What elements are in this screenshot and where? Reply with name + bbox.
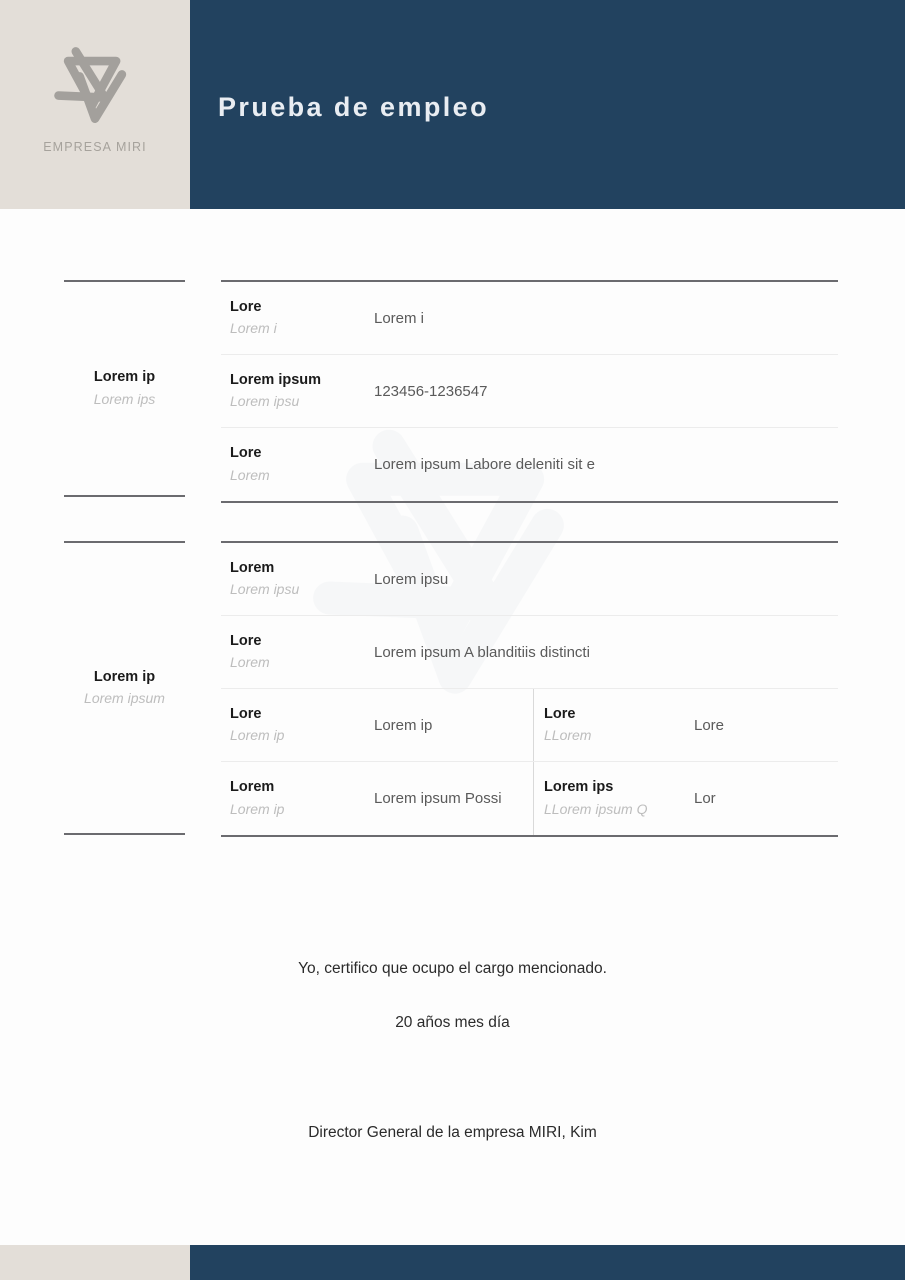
certification-statement-row [0,960,905,978]
certification-date: 20 años mes día [395,1014,510,1031]
row-key-sub: Lorem i [230,320,277,337]
row-key-cell [221,282,369,354]
brand-block [0,0,190,209]
footer-beige-block [0,1245,190,1280]
footer-navy-block [190,1245,905,1280]
row-key-sub: Lorem ip [230,727,285,744]
table-row [221,282,838,355]
row-value-cell: Lorem i [374,309,425,327]
certification-statement: Yo, certifico que ocupo el cargo mencionado. [298,960,607,977]
triangle-knot-logo-icon [47,38,143,134]
table-row [221,543,838,616]
row-value-cell: Lorem ipsum A blanditiis distincti [374,643,590,661]
table-row [221,355,838,428]
row-value-cell: 123456-1236547 [374,382,488,400]
row-key-cell [534,689,689,761]
row-value-cell: Lorem ipsu [374,570,449,588]
row-key-sub: Lorem [230,654,270,671]
row-key-sub: LLorem [544,727,592,744]
row-key-cell [221,355,369,427]
certification-date-row [0,1014,905,1032]
row-key-cell [221,616,369,688]
table-row [221,616,838,689]
row-value-cell: Lorem ip [374,716,433,734]
row-half-right [533,762,838,835]
row-value-cell: Lorem ipsum Possi [374,790,502,807]
row-key-main: Lorem ips [544,779,614,796]
row-key-sub: Lorem ip [230,800,285,817]
row-key-main: Lore [230,445,262,462]
data-table-2 [221,541,838,837]
row-value-cell: Lorem ipsum Labore deleniti sit e [374,456,595,473]
row-key-cell [221,543,369,615]
data-table-1 [221,280,838,503]
row-key-cell [221,428,369,501]
row-key-cell [221,689,369,761]
certification-signatory: Director General de la empresa MIRI, Kim [308,1124,597,1141]
row-key-main: Lore [230,632,262,649]
row-key-main: Lorem [230,779,275,796]
row-key-cell [534,762,689,835]
section-label-sub: Lorem ips [93,390,156,407]
section-label-sub: Lorem ipsum [84,690,165,707]
row-half-left [221,689,533,761]
row-value-cell: Lore [694,716,725,734]
row-half-left [221,762,533,835]
header-band [190,0,905,209]
section-label-1 [64,280,185,497]
document-header [0,0,905,209]
page-title: Prueba de empleo [218,92,489,122]
row-key-cell [221,762,369,835]
section-label-main: Lorem ip [93,668,156,685]
table-row [221,428,838,501]
row-half-right [533,689,838,761]
row-key-main: Lore [230,705,262,722]
row-key-main: Lore [544,705,576,722]
row-key-main: Lore [230,298,262,315]
row-key-sub: Lorem [230,466,270,483]
row-key-sub: Lorem ipsu [230,581,300,598]
row-key-main: Lorem ipsum [230,371,322,388]
table-row [221,762,838,835]
certification-signatory-row [0,1124,905,1142]
brand-name: EMPRESA MIRI [43,139,147,154]
row-key-sub: Lorem ipsu [230,393,300,410]
row-key-main: Lorem [230,559,275,576]
section-label-main: Lorem ip [93,369,156,386]
section-label-2 [64,541,185,835]
row-value-cell: Lor [694,790,716,807]
document-footer [0,1245,905,1280]
table-row [221,689,838,762]
row-key-sub: LLorem ipsum Q [544,800,648,817]
